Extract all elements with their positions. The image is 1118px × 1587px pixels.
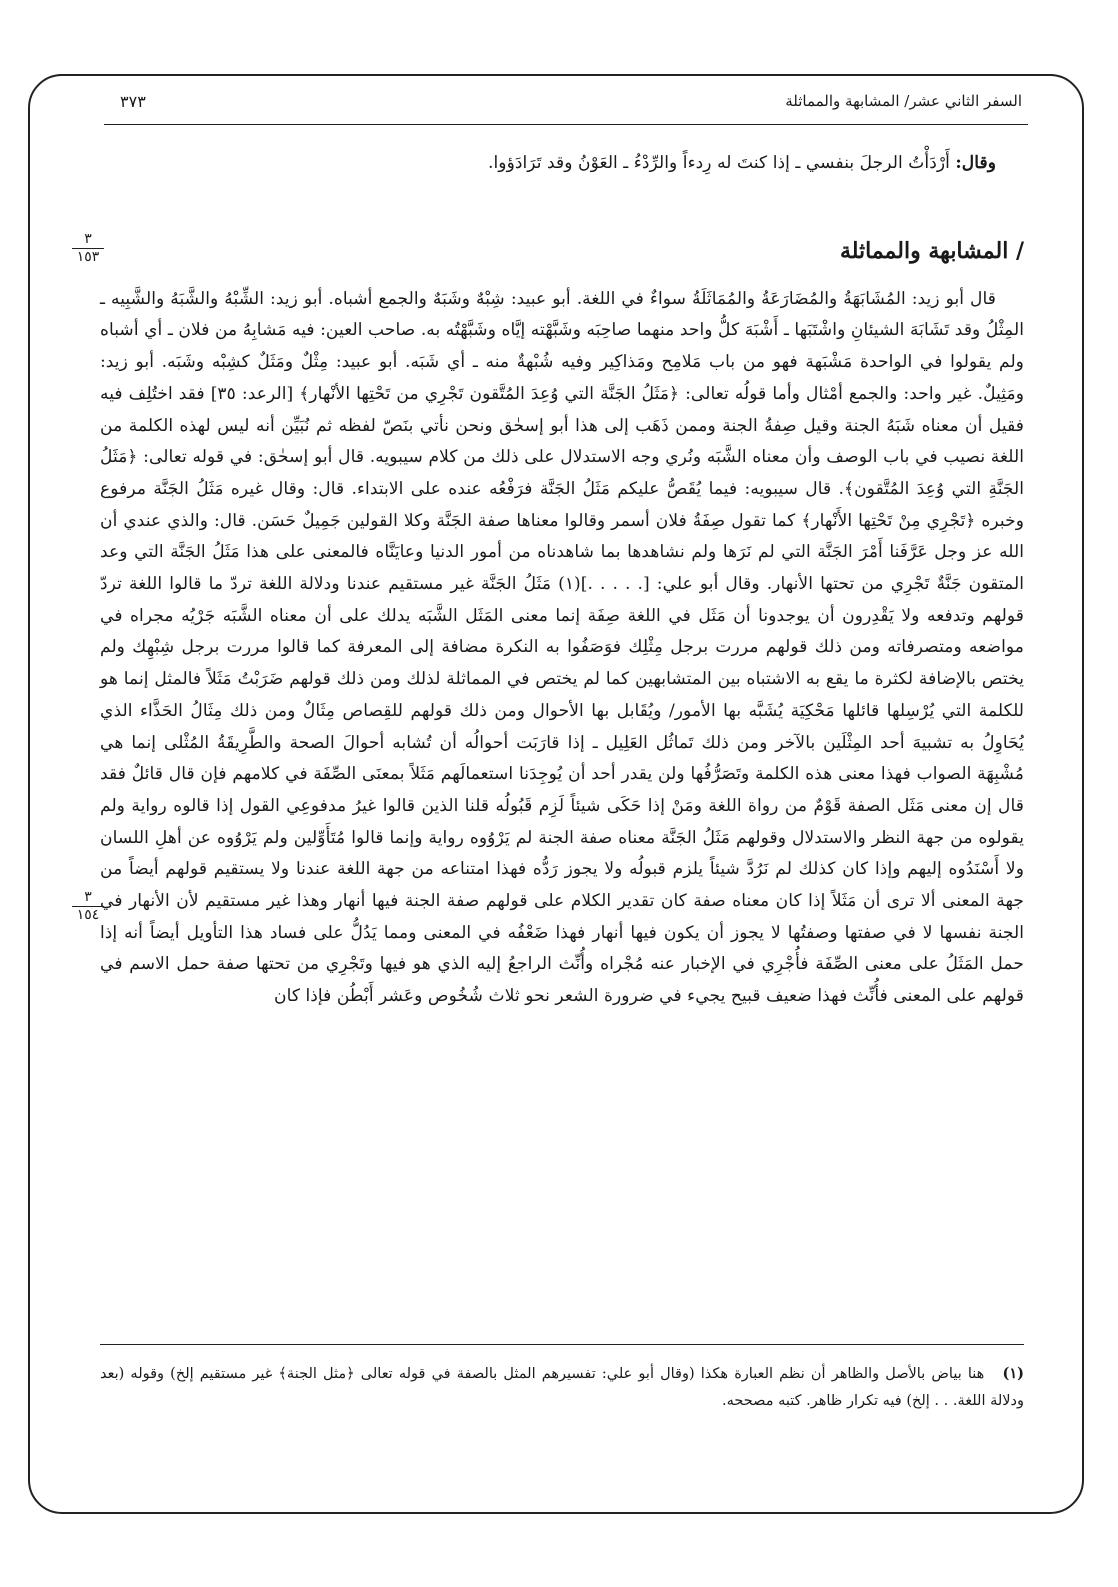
footnote-text: هنا بياض بالأصل والظاهر أن نظم العبارة هكذا (وقال أبو علي: تفسيرهم المثل بالصفة في قوله تعالى ﴿مثل الجنة﴾ غير مستقيم إلخ) وقوله (بعد ودلالة اللغة. . . إلخ) فيه تكرار ظاهر. كتبه مصححه. xyxy=(100,1366,1024,1409)
header-rule xyxy=(104,124,1028,125)
running-head xyxy=(120,92,1022,118)
running-title: السفر الثاني عشر/ المشابهة والمماثلة xyxy=(785,92,1022,110)
section-heading: / المشابهة والمماثلة xyxy=(839,237,1024,264)
footnote-mark: (١) xyxy=(1002,1365,1025,1382)
footnote-rule xyxy=(100,1344,1024,1345)
opening-speaker: وقال: xyxy=(955,153,996,173)
margin-note-154 xyxy=(66,890,110,923)
margin-note-page: ١٥٣ xyxy=(76,249,100,265)
opening-line xyxy=(100,148,1024,180)
margin-note-volume: ٣ xyxy=(84,231,92,247)
margin-note-page: ١٥٤ xyxy=(76,907,100,923)
margin-note-volume: ٣ xyxy=(84,889,92,905)
page-body xyxy=(100,148,1024,1013)
body-paragraph: قال أبو زيد: المُشَابَهَةُ والمُضَارَعَةُ والمُمَاثَلَةُ سواءٌ في اللغة. أبو عبيد: شِبْهٌ وشَبَهٌ والجمع أشباه. أبو زيد: الشِّبْهُ والشَّبَهُ والشَّبِيه ـ المِثْلُ وقد تَشَابَهَ الشيئانِ واشْتَبَها ـ أَشْبَهَ كلُّ واحد منهما صاحِبَه وشَبَّهْته إيَّاه وشَبَّهْتُه به. صاحب العين: فيه مَشابِهُ من فلان ـ أي أشباه ولم يقولوا في الواحدة مَشْبَهة فهو من باب مَلامِح ومَذاكِير وفيه شُبْهةٌ منه ـ أي شَبَه. أبو عبيد: مِثْلٌ ومَثَلٌ كشِبْه وشَبَه. أبو زيد: ومَثِيلٌ. غير واحد: والجمع أمْثال وأما قولُه تعالى: ﴿مَثَلُ الجَنَّة التي وُعِدَ المُتَّقون تَجْرِي من تَحْتِها الأنْهار﴾ [الرعد: ٣٥] فقد اختُلِف فيه فقيل أن معناه شَبَهُ الجنة وقيل صِفةُ الجنة وممن ذَهَب إلى هذا أبو إسحٰق ونحن نأتي بنَصّ لفظه ثم نُبَيِّن أنه ليس لهذه الكلمة من اللغة نصيب في باب الوصف وأن معناه الشَّبَه ونُري وجه الاستدلال على ذلك من كلام سيبويه. قال أبو إسحٰق: في قوله تعالى: ﴿مَثَلُ الجَنَّةِ التي وُعِدَ المُتَّقون﴾. قال سيبويه: فيما يُقَصُّ عليكم مَثَلُ الجَنَّة فرَفْعُه عنده على الابتداء. قال: وقال غيره مَثَلُ الجَنَّة مرفوع وخبره ﴿تَجْرِي مِنْ تَحْتِها الأَنْهار﴾ كما تقول صِفَةُ فلان أسمر وقالوا معناها صفة الجَنَّة وكلا القولين جَمِيلٌ حَسَن. قال: والذي عندي أن الله عز وجل عَرَّفَنا أَمْرَ الجَنَّة التي لم نَرَها ولم نشاهدها بما شاهدناه من أمور الدنيا وعايَنَّاه فالمعنى على هذا مَثَلُ الجَنَّة التي وعد المتقون جَنَّةٌ تَجْرِي من تحتها الأنهار. وقال أبو علي: [. . . . .](١) مَثَلُ الجَنَّة غير مستقيم عندنا ودلالة اللغة تردّ ما قالوا اللغة تردّ قولهم وتدفعه ولا يَقْدِرون أن يوجدونا أن مَثَل في اللغة صِفَة إنما معنى المَثَل الشَّبَه يدلك على أن معناه الشَّبَه جَرْيُه مجراه في مواضعه ومتصرفاته ومن ذلك قولهم مررت برجل مِثْلِك فوَصَفُوا به النكرة مضافة إلى المعرفة كما قالوا مررت برجل شِبْهِك ولم يختص بالإضافة لكثرة ما يقع به الاشتباه بين المتشابهين كما لم يختص في المماثلة لذلك ومن ذلك قولهم ضَرَبْتُ مَثَلاً فالمثل إنما هو للكلمة التي يُرْسِلها قائلها مَحْكِيَة يُشَبَّه بها الأمور/ ويُقَابل بها الأحوال ومن ذلك قولهم للقِصاص مِثَالٌ ومن ذلك مِثَالُ الحَذَّاء الذي يُحَاوِلُ به تشبيهَ أحد المِثْلَين بالآخر ومن ذلك تَماثُل العَلِيل ـ إذا قارَبَت أحوالُه أن تُشابه أحوالَ الصحة والطَّرِيقَةُ المُثْلى إنما هي مُشْبِهَة الصواب فهذا معنى هذه الكلمة وتَصَرُّفُها ولن يقدر أحد أن يُوجِدَنا استعمالَهم مَثَلاً بمعنَى الصِّفَة في كلامهم فإن قال قائلٌ فقد قال إن معنى مَثَل الصفة قَوْمٌ من رواة اللغة ومَنْ إذا حَكَى شيئاً لَزِم قَبُولُه قلنا الذين قالوا غيرُ مدفوعِي القول إذا قالوه رواية ولم يقولوه من جهة النظر والاستدلال وقولهم مَثَلُ الجَنَّة معناه صفة الجنة لم يَرْوُوه رواية وإنما قالوا مُتَأَوِّلين ولم يَرْوُوه عن أهلِ اللسان ولا أَسْنَدُوه إليهم وإذا كان كذلك لم نَرُدَّ شيئاً يلزم قبولُه ولا يجوز رَدُّه فهذا امتناعه من جهة اللغة عندنا ولا يستقيم قولهم أيضاً من جهة المعنى ألا ترى أن مَثَلاً إذا كان معناه صفة كان تقدير الكلام على قولهم صفة الجنة فيها أنهار وهذا غير مستقيم لأن الأنهار في الجنة نفسها لا في صفتها وصفتُها لا يجوز أن يكون فيها أنهار فهذا ضَعْفُه في المعنى ومما يَدُلُّ على فساد هذا التأويل أيضاً أنه إذا حمل المَثَلُ على معنى الصِّفَة فأُجْرِي في الإخبار عنه مُجْراه وأُنِّث الراجعُ إليه الذي هو فيها وتَجْرِي من تحتها صفة حمل الاسم في قولهم على المعنى فأُنِّث فهذا ضعيف قبيح يجيء في ضرورة الشعر نحو ثلاث شُخُوص وعَشر أَبْطُن فإذا كان xyxy=(100,288,1024,1007)
page-number: ٣٧٣ xyxy=(120,92,146,111)
footnote xyxy=(100,1360,1024,1415)
opening-text: أَرْدَأْتُ الرجلَ بنفسي ـ إذا كنتَ له رِدءاً والرِّدْءُ ـ العَوْنُ وقد تَرَادَؤوا. xyxy=(488,153,950,173)
margin-note-153 xyxy=(66,232,110,265)
